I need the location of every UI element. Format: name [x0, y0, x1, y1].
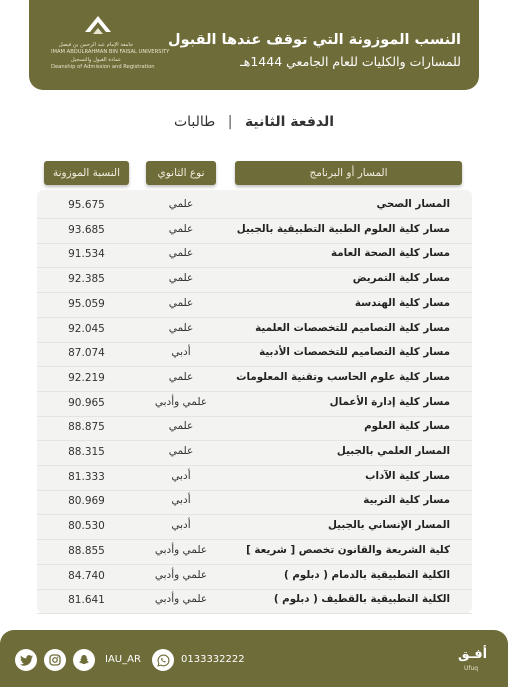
program-name: المسار الصحي	[376, 198, 450, 210]
weighted-percentage: 81.333	[68, 470, 105, 483]
table-row	[37, 267, 472, 293]
school-type: أدبي	[171, 469, 191, 482]
school-type: علمي	[168, 272, 194, 285]
program-name: مسار كلية التصاميم للتخصصات الأدبية	[259, 346, 450, 359]
weighted-percentage: 87.074	[68, 347, 105, 360]
weighted-percentage: 95.059	[68, 297, 105, 310]
page-title: النسب الموزونة التي توقف عندها القبول	[168, 32, 461, 48]
program-name: مسار كلية الهندسة	[354, 296, 450, 309]
table-row	[37, 366, 472, 392]
twitter-icon[interactable]	[15, 649, 37, 671]
school-type: علمي	[168, 296, 194, 309]
header-school-type: نوع الثانوي	[146, 161, 216, 185]
program-name: مسار كلية التمريض	[352, 272, 450, 285]
school-type: أدبي	[171, 346, 191, 359]
program-name: مسار كلية الآداب	[365, 469, 450, 482]
table-row	[37, 415, 472, 441]
table-row	[37, 218, 472, 244]
batch-heading	[0, 114, 508, 130]
program-name: الكلية التطبيقية بالدمام ( دبلوم )	[284, 568, 450, 581]
logo-text-en: IMAM ABDULRAHMAN BIN FAISAL UNIVERSITY	[51, 49, 170, 55]
brand-logo-latin: Ufuq	[464, 665, 479, 672]
header-weighted-percentage: النسبة الموزونة	[44, 161, 129, 185]
weighted-percentage: 91.534	[68, 248, 105, 261]
contact-phone[interactable]: 0133332222	[181, 654, 245, 665]
program-name: مسار كلية التصاميم للتخصصات العلمية	[255, 321, 450, 334]
header-banner	[29, 0, 479, 90]
weighted-percentage: 92.385	[68, 273, 105, 286]
whatsapp-icon[interactable]	[152, 649, 174, 671]
university-logo	[71, 10, 125, 40]
program-name: كلية الشريعة والقانون تخصص [ شريعة ]	[246, 543, 450, 556]
header-program: المسار أو البرنامج	[235, 161, 462, 185]
weighted-percentage: 88.875	[68, 421, 105, 434]
social-handle[interactable]: IAU_AR	[105, 654, 141, 665]
table-row	[37, 564, 472, 590]
table-row	[37, 588, 472, 614]
school-type: علمي وأدبي	[154, 543, 208, 556]
table-row	[37, 391, 472, 417]
weighted-percentage: 93.685	[68, 223, 105, 236]
weighted-percentage: 88.855	[68, 544, 105, 557]
program-name: مسار كلية إدارة الأعمال	[329, 395, 450, 408]
table-row	[37, 465, 472, 491]
table-row	[37, 242, 472, 268]
school-type: علمي وأدبي	[154, 568, 208, 581]
logo-text-ar: جامعة الإمام عبد الرحمن بن فيصل	[58, 42, 134, 48]
table-row	[37, 440, 472, 466]
table-row	[37, 193, 472, 219]
weighted-percentage: 88.315	[68, 446, 105, 458]
weighted-percentage: 80.530	[68, 520, 105, 533]
program-name: مسار كلية علوم الحاسب وتقنية المعلومات	[236, 370, 450, 383]
program-name: مسار كلية العلوم الطبية التطبيقية بالجبيل	[236, 222, 450, 235]
deanship-text-ar: عمادة القبول والتسجيل	[70, 57, 122, 63]
school-type: علمي	[168, 370, 194, 383]
table-row	[37, 341, 472, 367]
table-row	[37, 539, 472, 565]
weighted-percentage: 90.965	[68, 396, 105, 409]
school-type: علمي	[168, 198, 194, 210]
program-name: مسار كلية العلوم	[364, 420, 450, 433]
table-row	[37, 317, 472, 343]
school-type: علمي	[168, 321, 194, 334]
school-type: علمي	[168, 420, 194, 433]
weighted-percentage: 92.219	[68, 371, 105, 384]
school-type: علمي	[168, 247, 194, 260]
brand-logo: أفـق	[458, 647, 488, 662]
school-type: علمي وأدبي	[154, 593, 208, 606]
program-name: الكلية التطبيقية بالقطيف ( دبلوم )	[273, 593, 450, 606]
batch-separator: |	[227, 114, 233, 130]
weighted-percentage: 84.740	[68, 569, 105, 582]
table-row	[37, 489, 472, 515]
deanship-text-en: Deanship of Admission and Registration	[51, 64, 155, 70]
program-name: المسار الإنساني بالجبيل	[327, 519, 450, 532]
school-type: علمي	[168, 222, 194, 235]
school-type: أدبي	[171, 494, 191, 507]
table-row	[37, 292, 472, 318]
weighted-percentage: 92.045	[68, 322, 105, 335]
weighted-percentage: 80.969	[68, 495, 105, 508]
instagram-icon[interactable]	[44, 649, 66, 671]
program-name: مسار كلية التربية	[363, 494, 450, 507]
program-name: المسار العلمي بالجبيل	[336, 445, 450, 457]
school-type: علمي	[168, 445, 194, 457]
school-type: علمي وأدبي	[154, 395, 208, 408]
weighted-percentage: 95.675	[68, 199, 105, 211]
table-row	[37, 514, 472, 540]
batch-group: طالبات	[173, 114, 216, 130]
batch-label: الدفعة الثانية	[244, 114, 335, 130]
school-type: أدبي	[171, 519, 191, 532]
program-name: مسار كلية الصحة العامة	[331, 247, 450, 260]
page-subtitle: للمسارات والكليات للعام الجامعي 1444هـ	[240, 54, 461, 69]
weighted-percentage: 81.641	[68, 594, 105, 607]
snapchat-icon[interactable]	[73, 649, 95, 671]
